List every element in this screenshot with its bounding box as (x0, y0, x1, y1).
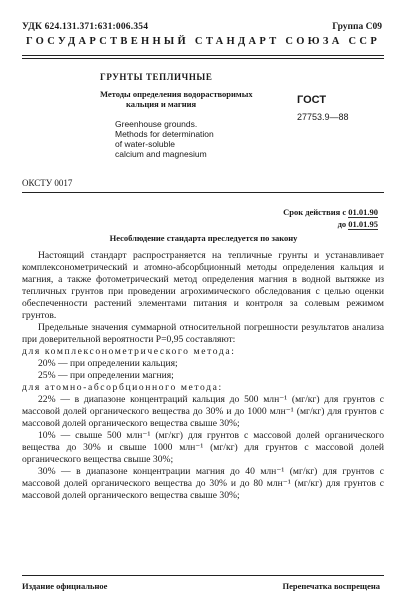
method-heading-atomic-absorption: для атомно-абсорбционного метода: (22, 382, 223, 393)
list-item: 20% — при определении кальция; (38, 358, 178, 369)
method-heading-complexometric: для комплексонометрического метода: (22, 346, 236, 357)
title-subtitle-line-2: кальция и магния (126, 99, 197, 109)
reprint-prohibited-note: Перепечатка воспрещена (282, 581, 380, 591)
official-edition-note: Издание официальное (22, 581, 108, 591)
udk-code: УДК 624.131.371:631:006.354 (22, 22, 149, 32)
english-title-line-2: Methods for determination (115, 129, 214, 139)
title-subtitle-line-1: Методы определения водорастворимых (100, 89, 253, 99)
validity-to-label: до (337, 219, 349, 229)
validity-from-date: 01.01.90 (348, 207, 378, 217)
list-item: 22% — в диапазоне концентраций кальция до 500 млн⁻¹ (мг/кг) для грунтов с массовой долей органического вещества до 30% и до 1000 млн⁻¹ (мг/кг) для грунтов с массовой долей органического вещества свыше 30%; (22, 394, 384, 429)
validity-from-label: Срок действия с (283, 207, 349, 217)
list-item: 25% — при определении магния; (38, 370, 174, 381)
english-title-line-1: Greenhouse grounds. (115, 119, 198, 129)
body-paragraph-scope: Настоящий стандарт распространяется на тепличные грунты и устанавливает комплексонометрический и атомно-абсорбционный методы определения кальция и магния, а также фотометрический метод определения магния в водной вытяжке из тепличных грунтов при проведении агрохимического обследования с целью оценки обеспеченности растений элементами питания и контроля за солевым режимом грунтов. (22, 250, 384, 321)
english-title-line-4: calcium and magnesium (115, 149, 207, 159)
english-title-line-3: of water-soluble (115, 139, 176, 149)
header-rule (22, 55, 384, 56)
validity-from (283, 207, 378, 217)
list-item: 10% — свыше 500 млн⁻¹ (мг/кг) для грунтов с массовой долей органического вещества до 30% и свыше 1000 млн⁻¹ (мг/кг) для грунтов с массовой долей органического вещества свыше 30%; (22, 430, 384, 465)
group-code: Группа С09 (332, 22, 382, 32)
legal-warning: Несоблюдение стандарта преследуется по закону (109, 233, 298, 243)
document-title: ГРУНТЫ ТЕПЛИЧНЫЕ (100, 72, 213, 82)
footer-rule (22, 575, 384, 576)
validity-to (338, 219, 378, 229)
gost-label: ГОСТ (297, 94, 327, 106)
state-standard-heading: ГОСУДАРСТВЕННЫЙ СТАНДАРТ СОЮЗА ССР (25, 36, 381, 47)
okstu-code: ОКСТУ 0017 (22, 178, 73, 188)
list-item: 30% — в диапазоне концентрации магния до 40 млн⁻¹ (мг/кг) для грунтов с массовой долей органического вещества до 30% и до 80 млн⁻¹ (мг/кг) для грунтов с массовой долей органического вещества свыше 30%; (22, 466, 384, 501)
validity-to-date: 01.01.95 (348, 219, 378, 229)
document-body (22, 250, 384, 502)
title-block-rule (22, 192, 384, 193)
gost-number: 27753.9—88 (297, 112, 349, 122)
body-paragraph-error-limits: Предельные значения суммарной относительной погрешности результатов анализа при доверительной вероятности P=0,95 составляют: (22, 322, 384, 345)
header-rule-thin (22, 58, 384, 59)
